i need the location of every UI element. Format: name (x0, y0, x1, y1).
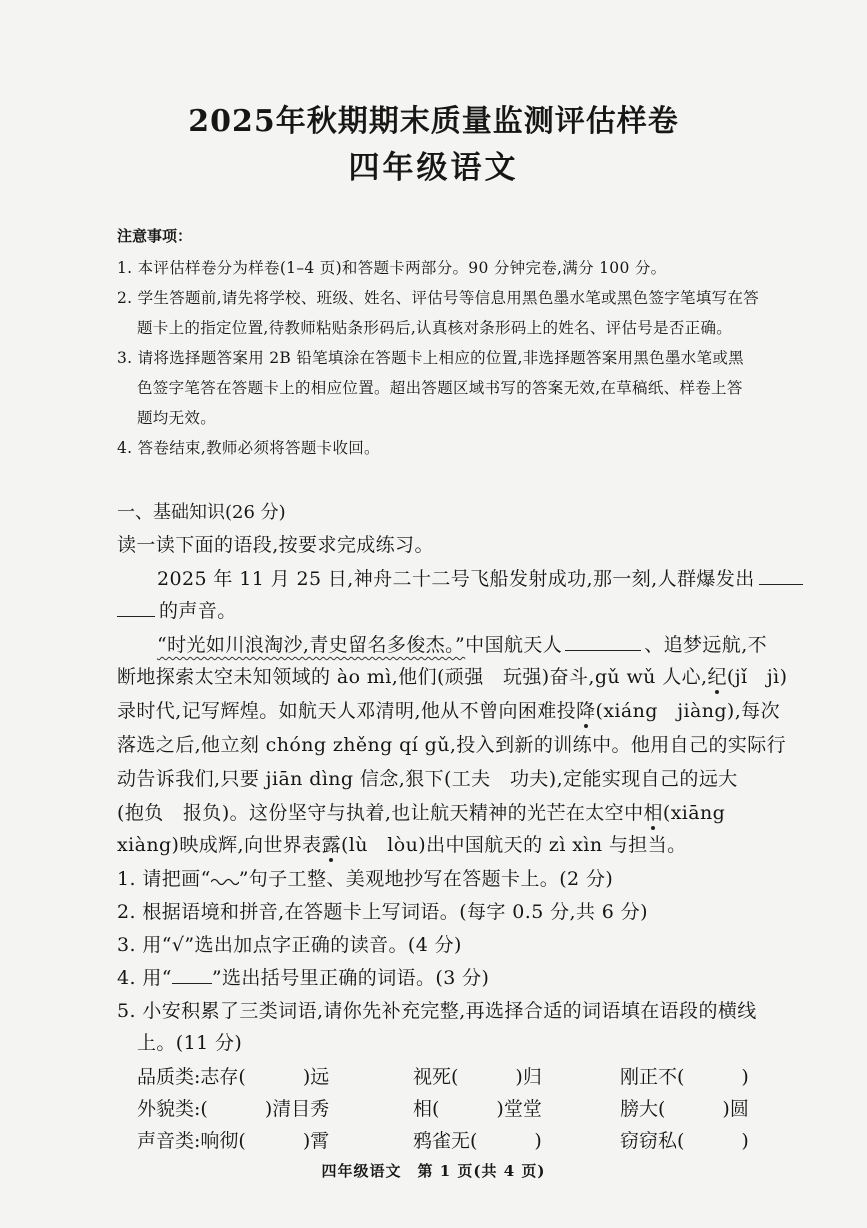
notice-line: 2. 学生答题前,请先将学校、班级、姓名、评估号等信息用黑色墨水笔或黑色签字笔填写在答 (117, 289, 760, 307)
passage-line: 录时代,记写辉煌。如航天人邓清明,他从不曾向困难投降(xiáng jiàng),每次 (117, 700, 780, 722)
question-5-cont: 上。(11 分) (137, 1032, 243, 1054)
passage-line: “时光如川浪淘沙,青史留名多俊杰。”中国航天人 、追梦远航,不 (157, 634, 768, 656)
question-5: 5. 小安积累了三类词语,请你先补充完整,再选择合适的词语填在语段的横线 (117, 1000, 757, 1022)
notice-line: 色签字笔答在答题卡上的相应位置。超出答题区域书写的答案无效,在草稿纸、样卷上答 (137, 379, 743, 397)
word-cell: 膀大( )圆 (620, 1098, 749, 1120)
underline-symbol (172, 967, 212, 984)
passage-line: 落选之后,他立刻 chóng zhěng qí gǔ,投入到新的训练中。他用自己的实际行 (117, 734, 787, 756)
passage-line: 的声音。 (117, 596, 237, 623)
question-1: 1. 请把画“ ”句子工整、美观地抄写在答题卡上。(2 分) (117, 868, 614, 890)
passage-line: 断地探索太空未知领域的 ào mì,他们(顽强 玩强)奋斗,gǔ wǔ 人心,纪(jǐ jì) (117, 666, 788, 688)
exam-subtitle: 四年级语文 (348, 150, 519, 186)
word-cell: 相( )堂堂 (413, 1098, 542, 1120)
word-cell: 声音类:响彻( )霄 (137, 1130, 330, 1152)
wavy-underlined-quote: “时光如川浪淘沙,青史留名多俊杰。” (157, 634, 466, 656)
notice-line: 题均无效。 (137, 409, 217, 427)
wavy-line-symbol (211, 877, 239, 887)
passage-line: 2025 年 11 月 25 日,神舟二十二号飞船发射成功,那一刻,人群爆发出 (157, 564, 803, 591)
word-cell: 鸦雀无( ) (413, 1130, 542, 1152)
question-3: 3. 用“√”选出加点字正确的读音。(4 分) (117, 934, 462, 956)
question-4: 4. 用“ ”选出括号里正确的词语。(3 分) (117, 967, 490, 989)
word-cell: 品质类:志存( )远 (137, 1066, 330, 1088)
dotted-character: 纪 (707, 666, 727, 688)
question-2: 2. 根据语境和拼音,在答题卡上写词语。(每字 0.5 分,共 6 分) (117, 901, 648, 923)
passage-line: 动告诉我们,只要 jiān dìng 信念,狠下(工夫 功夫),定能实现自己的远大 (117, 768, 738, 790)
dotted-character: 降 (576, 700, 596, 722)
notice-heading: 注意事项： (117, 227, 193, 245)
section-intro: 读一读下面的语段,按要求完成练习。 (117, 534, 434, 556)
section-heading: 一、基础知识(26 分) (117, 502, 286, 523)
dotted-character: 露 (321, 834, 341, 856)
passage-line: xiàng)映成辉,向世界表露(lù lòu)出中国航天的 zì xìn 与担当。 (117, 834, 687, 856)
word-cell: 刚正不( ) (620, 1066, 749, 1088)
dotted-character: 相 (643, 802, 663, 824)
word-cell: 窃窃私( ) (620, 1130, 749, 1152)
page-footer: 四年级语文 第 1 页(共 4 页) (321, 1162, 546, 1180)
notice-line: 3. 请将选择题答案用 2B 铅笔填涂在答题卡上相应的位置,非选择题答案用黑色墨水笔或黑 (117, 349, 744, 367)
answer-blank (759, 566, 803, 585)
answer-blank (565, 632, 641, 651)
notice-line: 4. 答卷结束,教师必须将答题卡收回。 (117, 439, 380, 457)
exam-title: 2025年秋期期末质量监测评估样卷 (188, 104, 679, 139)
answer-blank (117, 598, 155, 617)
word-cell: 视死( )归 (413, 1066, 542, 1088)
passage-line: (抱负 报负)。这份坚守与执着,也让航天精神的光芒在太空中相(xiāng (117, 802, 726, 824)
notice-line: 1. 本评估样卷分为样卷(1–4 页)和答题卡两部分。90 分钟完卷,满分 100 分。 (117, 259, 667, 277)
notice-line: 题卡上的指定位置,待教师粘贴条形码后,认真核对条形码上的姓名、评估号是否正确。 (137, 319, 733, 337)
word-cell: 外貌类:( )清目秀 (137, 1098, 330, 1120)
